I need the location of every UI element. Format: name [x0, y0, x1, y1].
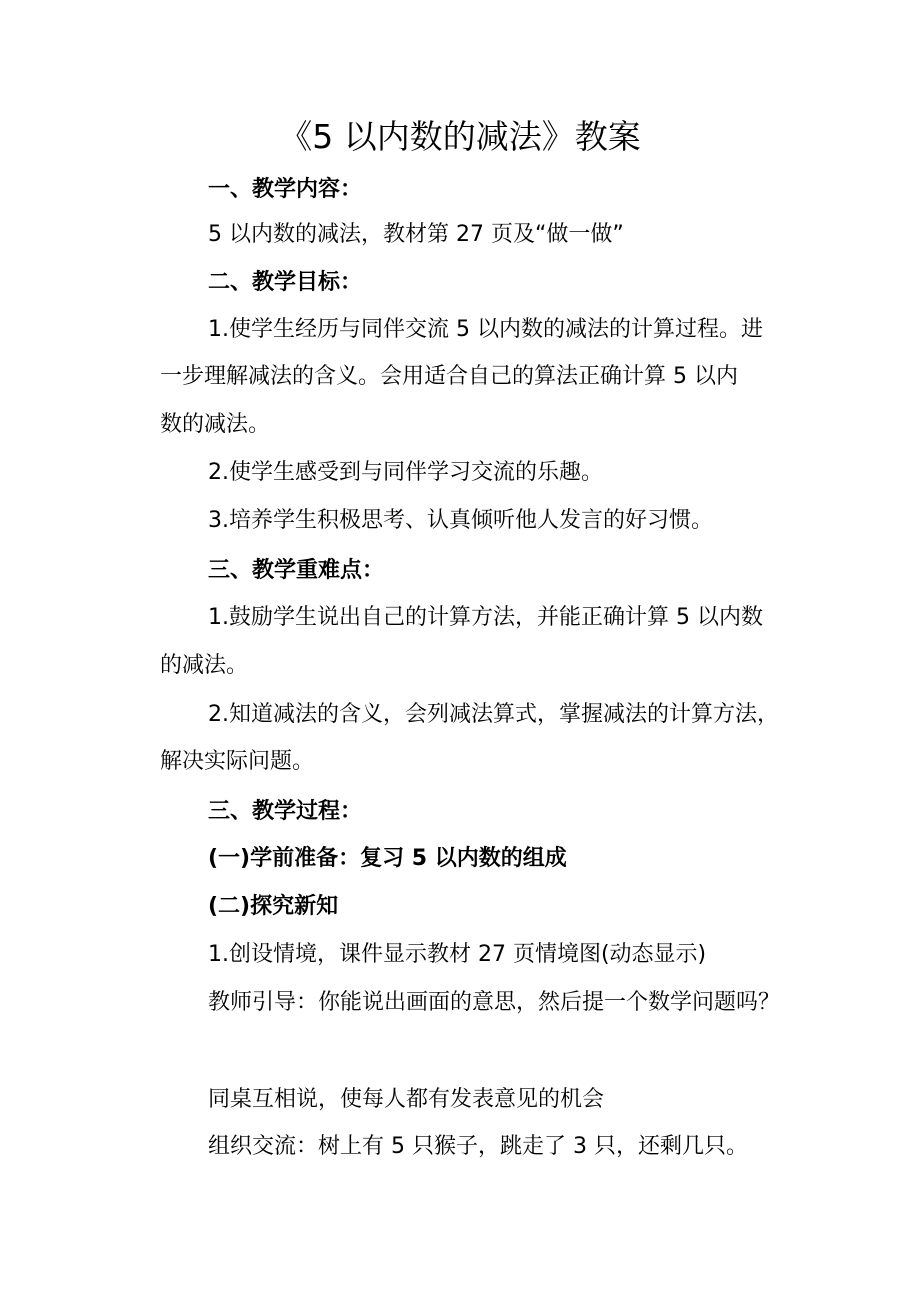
heading-teaching-goals: 二、教学目标： [208, 270, 363, 295]
process-teacher-guide: 教师引导：你能说出画面的意思，然后提一个数学问题吗？ [208, 990, 781, 1015]
process-step-2: (二)探究新知 [208, 894, 339, 919]
paragraph-content: 5 以内数的减法，教材第 27 页及“做一做” [208, 222, 624, 247]
heading-key-points: 三、教学重难点： [208, 558, 385, 583]
process-step-1: (一)学前准备：复习 5 以内数的组成 [208, 846, 567, 871]
document-title: 《5 以内数的减法》教案 [279, 117, 641, 156]
process-peer-talk: 同桌互相说，使每人都有发表意见的机会 [208, 1087, 605, 1112]
heading-teaching-process: 三、教学过程： [208, 799, 363, 824]
key-point-2-line-2: 解决实际问题。 [160, 749, 315, 774]
goal-1-line-3: 数的减法。 [160, 412, 271, 437]
key-point-1-line-1: 1.鼓励学生说出自己的计算方法，并能正确计算 5 以内数 [208, 605, 763, 630]
key-point-2-line-1: 2.知道减法的含义，会列减法算式，掌握减法的计算方法， [208, 702, 779, 727]
goal-2: 2.使学生感受到与同伴学习交流的乐趣。 [208, 460, 603, 485]
heading-teaching-content: 一、教学内容： [208, 177, 363, 202]
process-scenario: 1.创设情境，课件显示教材 27 页情境图(动态显示) [208, 942, 707, 967]
process-exchange: 组织交流：树上有 5 只猴子，跳走了 3 只，还剩几只。 [208, 1134, 748, 1159]
goal-1-line-1: 1.使学生经历与同伴交流 5 以内数的减法的计算过程。进 [208, 317, 763, 342]
goal-3: 3.培养学生积极思考、认真倾听他人发言的好习惯。 [208, 508, 713, 533]
goal-1-line-2: 一步理解减法的含义。会用适合自己的算法正确计算 5 以内 [160, 364, 738, 389]
key-point-1-line-2: 的减法。 [160, 653, 249, 678]
